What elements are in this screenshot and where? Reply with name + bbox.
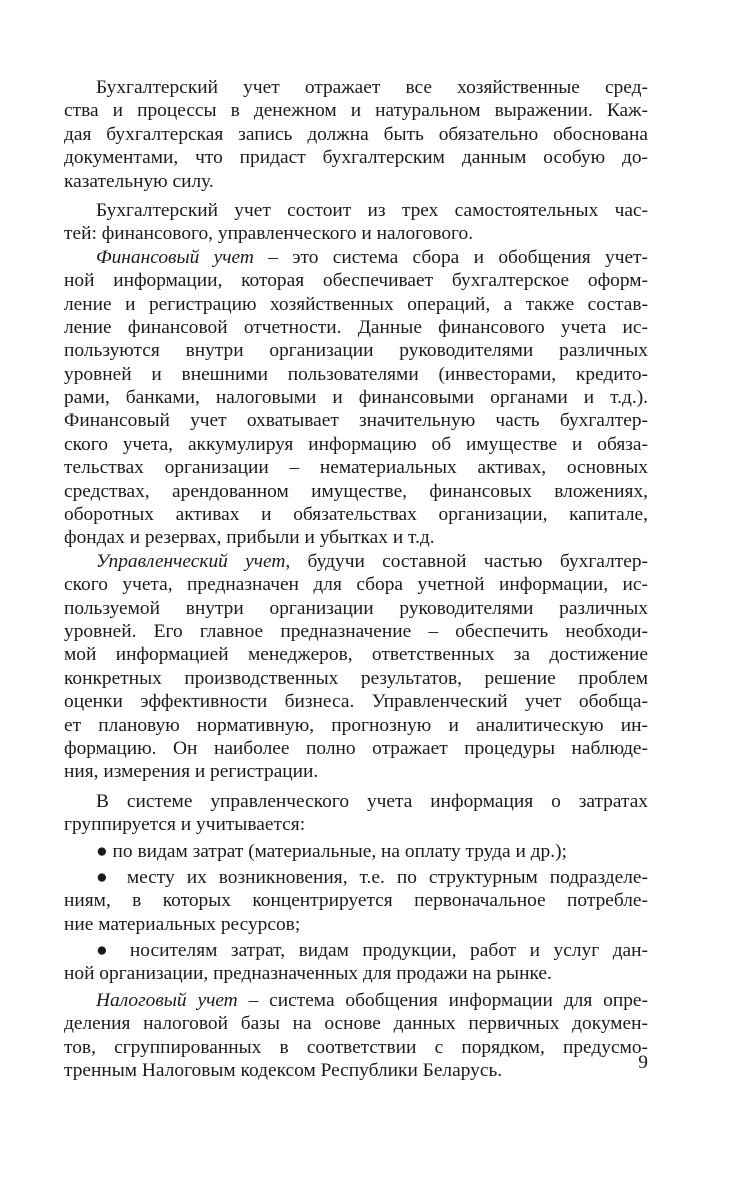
text-line: ниям, в которых концентрируется первоначальное потребле- — [64, 890, 648, 912]
text-line: ной организации, предназначенных для продажи на рынке. — [64, 963, 552, 985]
bullet-item — [64, 840, 648, 863]
bullet-item — [64, 866, 648, 936]
page-text — [64, 76, 648, 1082]
text-line: ние материальных ресурсов; — [64, 913, 301, 935]
text-line: средствах, арендованном имуществе, финансовых вложениях, — [64, 480, 648, 502]
text-line: тельствах организации – нематериальных активах, основных — [64, 457, 648, 479]
text-line: мой информацией менеджеров, ответственных за достижение — [64, 644, 648, 666]
text-line: Бухгалтерский учет отражает все хозяйственные сред- — [96, 77, 648, 98]
text-line: казательную силу. — [64, 170, 214, 192]
text-line: ной информации, которая обеспечивает бухгалтерское оформ- — [64, 270, 648, 292]
term-financial-accounting: Финансовый учет — [96, 246, 254, 268]
text-line: пользуемой внутри организации руководителями различных — [64, 597, 648, 619]
text-line: уровней и внешними пользователями (инвесторами, кредито- — [64, 363, 648, 385]
text-line: конкретных производственных результатов, решение проблем — [64, 667, 648, 689]
paragraph — [64, 199, 648, 246]
text-line: фондах и резервах, прибыли и убытках и т.д. — [64, 527, 435, 549]
text-line: уровней. Его главное предназначение – обеспечить необходи- — [64, 620, 648, 642]
text-line: ского учета, предназначен для сбора учетной информации, ис- — [64, 574, 648, 596]
text-line: дая бухгалтерская запись должна быть обязательно обоснована — [64, 123, 648, 145]
text-line: документами, что придаст бухгалтерским данным особую до- — [64, 147, 648, 169]
paragraph-managerial-accounting — [64, 550, 648, 784]
text-line: тренным Налоговым кодексом Республики Беларусь. — [64, 1060, 503, 1082]
text-line: ление финансовой отчетности. Данные финансового учета ис- — [64, 316, 648, 338]
text-line: оценки эффективности бизнеса. Управленческий учет обобща- — [64, 691, 648, 713]
paragraph-tax-accounting — [64, 989, 648, 1083]
text-fragment: – система обобщения информации для опре- — [237, 989, 648, 1011]
text-line: группируется и учитывается: — [64, 814, 306, 836]
page-number: 9 — [638, 1052, 648, 1073]
paragraph — [64, 790, 648, 837]
text-line: ет плановую нормативную, прогнозную и аналитическую ин- — [64, 714, 648, 736]
text-line: ния, измерения и регистрации. — [64, 761, 319, 783]
paragraph — [64, 76, 648, 193]
term-tax-accounting: Налоговый учет — [96, 989, 238, 1011]
text-line: ства и процессы в денежном и натуральном выражении. Каж- — [64, 100, 648, 122]
text-line — [64, 989, 648, 1012]
text-line: ● месту их возникновения, т.е. по структурным подразделе- — [96, 866, 648, 888]
paragraph-financial-accounting — [64, 246, 648, 550]
text-line: Финансовый учет охватывает значительную часть бухгалтер- — [64, 410, 648, 432]
bullet-item — [64, 939, 648, 986]
text-line: оборотных активах и обязательствах организации, капитале, — [64, 504, 648, 526]
text-line: тов, сгруппированных в соответствии с порядком, предусмо- — [64, 1036, 648, 1058]
text-line: ● носителям затрат, видам продукции, работ и услуг дан- — [96, 940, 648, 962]
text-line: ление и регистрацию хозяйственных операций, а также состав- — [64, 293, 648, 315]
text-line: В системе управленческого учета информация о затратах — [96, 790, 648, 812]
term-managerial-accounting: Управленческий учет — [96, 550, 286, 572]
text-line: тей: финансового, управленческого и налогового. — [64, 223, 474, 245]
text-line: пользуются внутри организации руководителями различных — [64, 340, 648, 362]
text-line: рами, банками, налоговыми и финансовыми органами и т.д.). — [64, 387, 648, 409]
text-line: ского учета, аккумулируя информацию об имуществе и обяза- — [64, 433, 648, 455]
text-fragment: – это система сбора и обобщения учет- — [253, 246, 648, 268]
text-line: ● по видам затрат (материальные, на оплату труда и др.); — [96, 840, 567, 862]
text-fragment: , будучи составной частью бухгалтер- — [285, 550, 648, 572]
text-line: формацию. Он наиболее полно отражает процедуры наблюде- — [64, 737, 648, 759]
text-line — [64, 246, 648, 269]
text-line: деления налоговой базы на основе данных первичных докумен- — [64, 1013, 648, 1035]
text-line: Бухгалтерский учет состоит из трех самостоятельных час- — [96, 199, 648, 221]
text-line — [64, 550, 648, 573]
